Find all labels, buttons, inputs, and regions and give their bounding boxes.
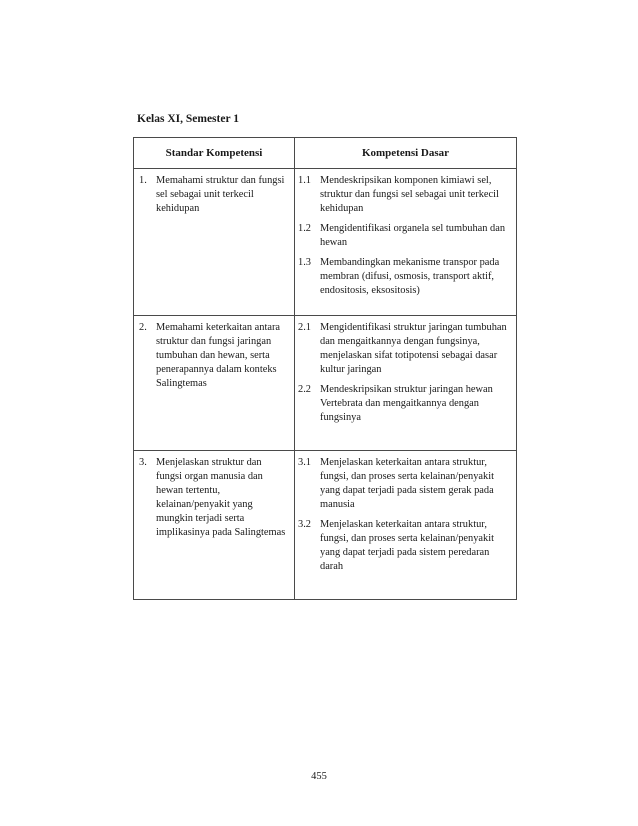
list-item bbox=[298, 383, 512, 425]
list-item bbox=[298, 518, 512, 574]
basic-text: Mendeskripsikan komponen kimiawi sel, struktur dan fungsi sel sebagai unit terkecil kehidupan bbox=[320, 175, 499, 214]
basic-text: Menjelaskan keterkaitan antara struktur, fungsi, dan proses serta kelainan/penyakit yang dapat terjadi pada sistem gerak pada manusia bbox=[320, 457, 494, 510]
basic-number: 3.1 bbox=[298, 457, 311, 468]
basic-number: 1.1 bbox=[298, 175, 311, 186]
header-basic-competency: Kompetensi Dasar bbox=[295, 138, 517, 169]
standard-competency-cell bbox=[134, 169, 295, 316]
basic-competency-cell bbox=[295, 316, 517, 451]
section-heading: Kelas XI, Semester 1 bbox=[137, 113, 239, 125]
standard-competency-cell bbox=[134, 316, 295, 451]
list-item bbox=[298, 321, 512, 377]
page-number: 455 bbox=[311, 771, 327, 782]
header-standard-competency: Standar Kompetensi bbox=[134, 138, 295, 169]
basic-number: 1.3 bbox=[298, 257, 311, 268]
basic-number: 2.1 bbox=[298, 322, 311, 333]
competency-table bbox=[133, 137, 517, 600]
table-header-row bbox=[134, 138, 517, 169]
standard-competency-cell bbox=[134, 451, 295, 600]
basic-text: Mengidentifikasi organela sel tumbuhan dan hewan bbox=[320, 223, 506, 248]
basic-text: Menjelaskan keterkaitan antara struktur, fungsi, dan proses serta kelainan/penyakit yang dapat terjadi pada sistem peredaran darah bbox=[320, 519, 494, 572]
table-row bbox=[134, 451, 517, 600]
basic-competency-cell bbox=[295, 169, 517, 316]
list-item bbox=[298, 456, 512, 512]
basic-competency-cell bbox=[295, 451, 517, 600]
basic-text: Membandingkan mekanisme transpor pada membran (difusi, osmosis, transport aktif, endositosis, eksositosis) bbox=[320, 257, 500, 296]
standard-number: 1. bbox=[139, 175, 147, 186]
list-item bbox=[298, 222, 512, 250]
standard-number: 3. bbox=[139, 457, 147, 468]
table-row bbox=[134, 169, 517, 316]
basic-number: 1.2 bbox=[298, 223, 311, 234]
basic-number: 2.2 bbox=[298, 384, 311, 395]
standard-text: Memahami keterkaitan antara struktur dan fungsi jaringan tumbuhan dan hewan, serta penerapannya dalam konteks Salingtemas bbox=[156, 322, 281, 389]
table-row bbox=[134, 316, 517, 451]
list-item bbox=[298, 174, 512, 216]
basic-number: 3.2 bbox=[298, 519, 311, 530]
basic-text: Mengidentifikasi struktur jaringan tumbuhan dan mengaitkannya dengan fungsinya, menjelaskan sifat totipotensi sebagai dasar kultur jaringan bbox=[320, 322, 507, 375]
standard-number: 2. bbox=[139, 322, 147, 333]
basic-text: Mendeskripsikan struktur jaringan hewan Vertebrata dan mengaitkannya dengan fungsinya bbox=[320, 384, 493, 423]
standard-text: Menjelaskan struktur dan fungsi organ manusia dan hewan tertentu, kelainan/penyakit yang mungkin terjadi serta implikasinya pada Salingtemas bbox=[156, 457, 286, 538]
standard-text: Memahami struktur dan fungsi sel sebagai unit terkecil kehidupan bbox=[156, 175, 285, 214]
list-item bbox=[298, 256, 512, 298]
